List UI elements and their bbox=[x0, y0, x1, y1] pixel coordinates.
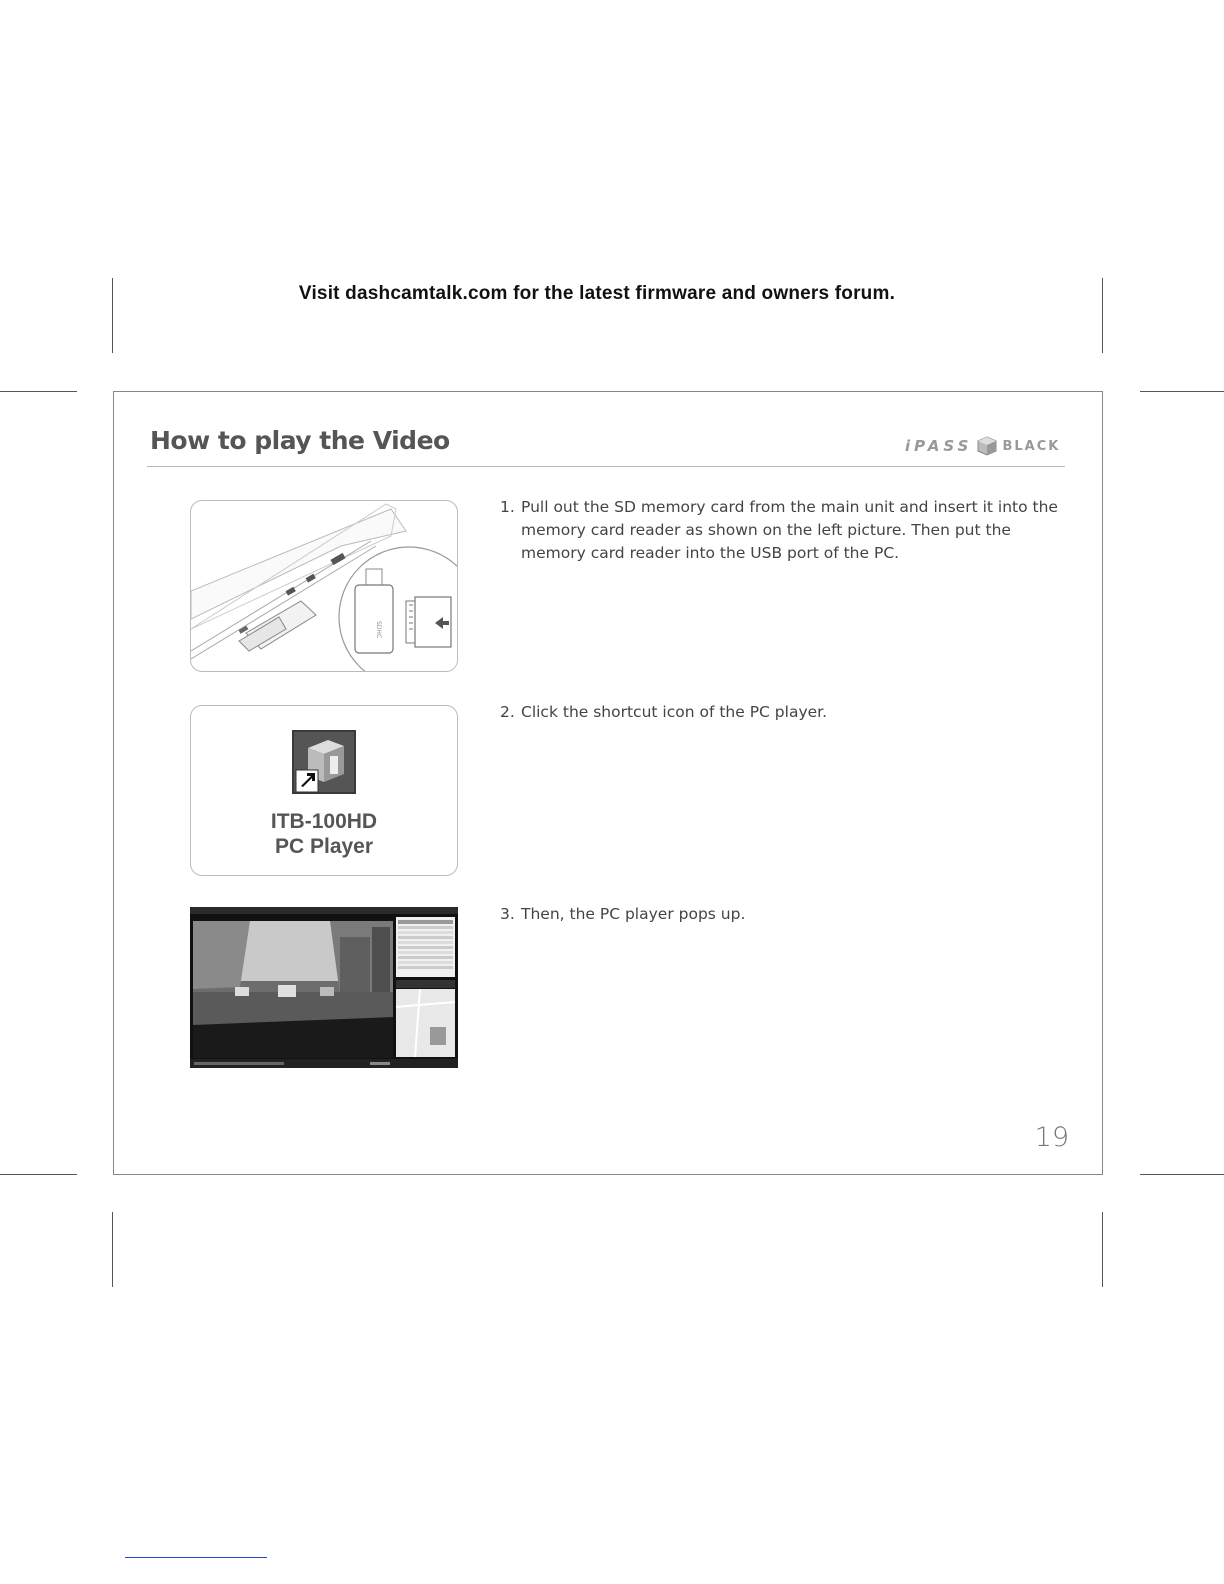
brand-logo bbox=[905, 432, 1060, 460]
step-3-number: 3. bbox=[500, 905, 515, 923]
pc-player-shortcut-icon[interactable] bbox=[292, 730, 356, 794]
crop-mark bbox=[0, 391, 77, 392]
shortcut-label-line2: PC Player bbox=[274, 835, 374, 858]
step-1 bbox=[500, 496, 1060, 565]
step-1-number: 1. bbox=[500, 498, 515, 516]
crop-mark bbox=[1140, 391, 1224, 392]
crop-mark bbox=[1140, 1174, 1224, 1175]
crop-mark bbox=[112, 1212, 113, 1287]
shortcut-label bbox=[191, 809, 457, 859]
brand-ipass: iPASS bbox=[905, 437, 973, 455]
svg-text:SDHC: SDHC bbox=[375, 621, 382, 639]
page-title: How to play the Video bbox=[150, 426, 450, 455]
pc-player-shortcut-panel bbox=[190, 705, 458, 876]
step-3-text: Then, the PC player pops up. bbox=[521, 905, 746, 923]
step-2 bbox=[500, 701, 1060, 724]
step-2-text: Click the shortcut icon of the PC player. bbox=[521, 703, 828, 721]
usb-card-reader-illustration bbox=[190, 500, 458, 672]
step-1-text: Pull out the SD memory card from the main unit and insert it into the memory card reader as shown on the left picture. Then put the memory card reader into the USB port of the PC. bbox=[521, 498, 1058, 562]
footer-link-underline bbox=[125, 1557, 267, 1558]
step-2-number: 2. bbox=[500, 703, 515, 721]
website-notice: Visit dashcamtalk.com for the latest firmware and owners forum. bbox=[298, 283, 896, 304]
crop-mark bbox=[1102, 1212, 1103, 1287]
step-3 bbox=[500, 903, 1060, 926]
shortcut-label-line1: ITB-100HD bbox=[270, 810, 378, 833]
page-number: 19 bbox=[1034, 1122, 1069, 1153]
title-divider bbox=[147, 466, 1065, 467]
crop-mark bbox=[0, 1174, 77, 1175]
pc-player-screenshot bbox=[190, 907, 458, 1068]
brand-black: BLACK bbox=[1002, 438, 1061, 454]
cube-logo-icon bbox=[976, 435, 998, 457]
